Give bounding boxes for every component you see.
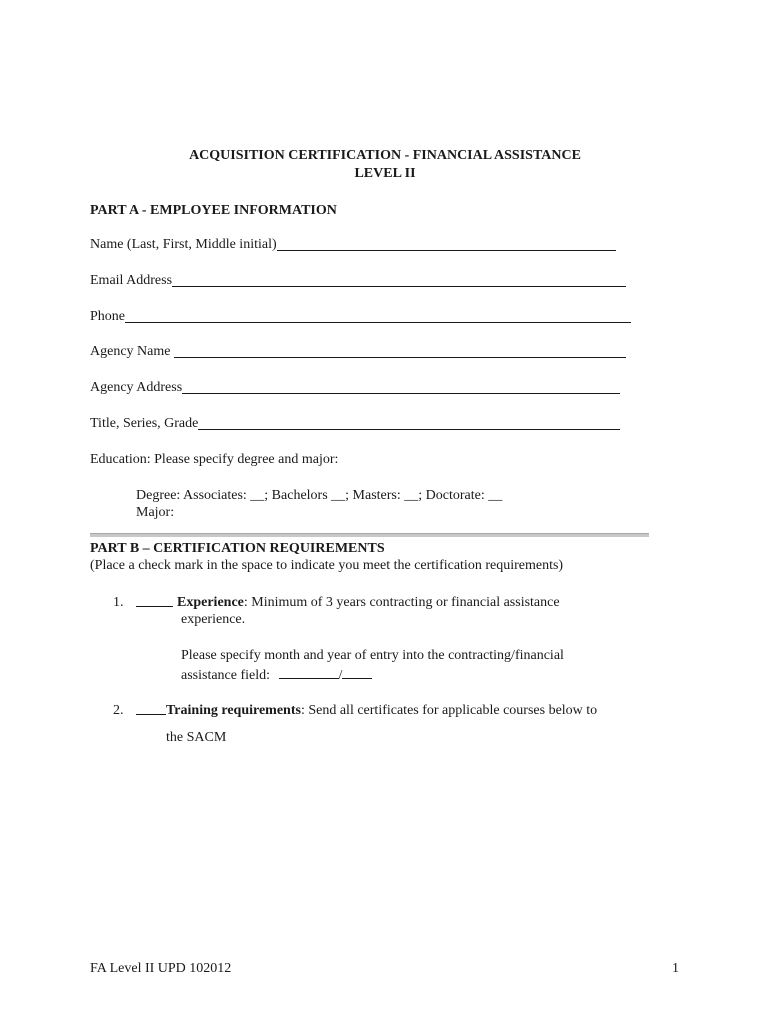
item1-specify-line1: Please specify month and year of entry into the contracting/financial [181,648,564,663]
part-a-heading: PART A - EMPLOYEE INFORMATION [90,203,337,218]
item2-text-line1: : Send all certificates for applicable courses below to [300,703,598,718]
name-field-line[interactable] [277,236,616,251]
name-field-row [90,236,616,254]
agency-address-field-row [90,379,620,397]
item2-line1 [166,702,597,720]
footer-page-number: 1 [672,961,679,976]
document-title-line2: LEVEL II [354,166,416,181]
agency-name-field-label: Agency Name [90,344,171,359]
item1-number: 1. [113,595,124,610]
title-series-grade-field-row [90,415,620,433]
name-field-label: Name (Last, First, Middle initial) [90,237,277,252]
item1-text-line1: : Minimum of 3 years contracting or financial assistance [243,595,560,610]
email-field-label: Email Address [90,273,173,288]
training-checkbox-blank[interactable] [136,701,166,715]
item2-title: Training requirements [166,703,301,718]
phone-field-line[interactable] [125,308,631,323]
entry-year-blank[interactable] [342,665,372,679]
item1-text-line2: experience. [181,612,246,627]
entry-month-blank[interactable] [279,665,339,679]
specify-field-label: assistance field: [181,668,271,683]
agency-address-field-label: Agency Address [90,380,183,395]
title-series-grade-field-label: Title, Series, Grade [90,416,199,431]
agency-address-field-line[interactable] [182,379,620,394]
phone-field-label: Phone [90,309,125,324]
email-field-line[interactable] [172,272,626,287]
item2-number: 2. [113,703,124,718]
degree-line: Degree: Associates: __; Bachelors __; Masters: __; Doctorate: __ [136,488,503,503]
title-series-grade-field-line[interactable] [198,415,620,430]
month-year-separator: / [338,668,343,683]
item1-line1 [177,594,560,612]
agency-name-field-line[interactable] [174,343,626,358]
part-b-instruction: (Place a check mark in the space to indicate you meet the certification requirements) [90,558,564,573]
item1-specify-line2 [181,665,372,685]
item1-title: Experience [177,595,244,610]
experience-checkbox-blank[interactable] [136,593,173,607]
document-title-line1: ACQUISITION CERTIFICATION - FINANCIAL ASSISTANCE [189,148,581,163]
section-divider [90,533,649,537]
item2-text-line2: the SACM [166,730,227,745]
education-label: Education: Please specify degree and major: [90,452,339,467]
footer-document-id: FA Level II UPD 102012 [90,961,232,976]
agency-name-field-row [90,343,626,361]
email-field-row [90,272,626,290]
part-b-heading: PART B – CERTIFICATION REQUIREMENTS [90,541,385,556]
phone-field-row [90,308,631,326]
major-label: Major: [136,505,175,520]
